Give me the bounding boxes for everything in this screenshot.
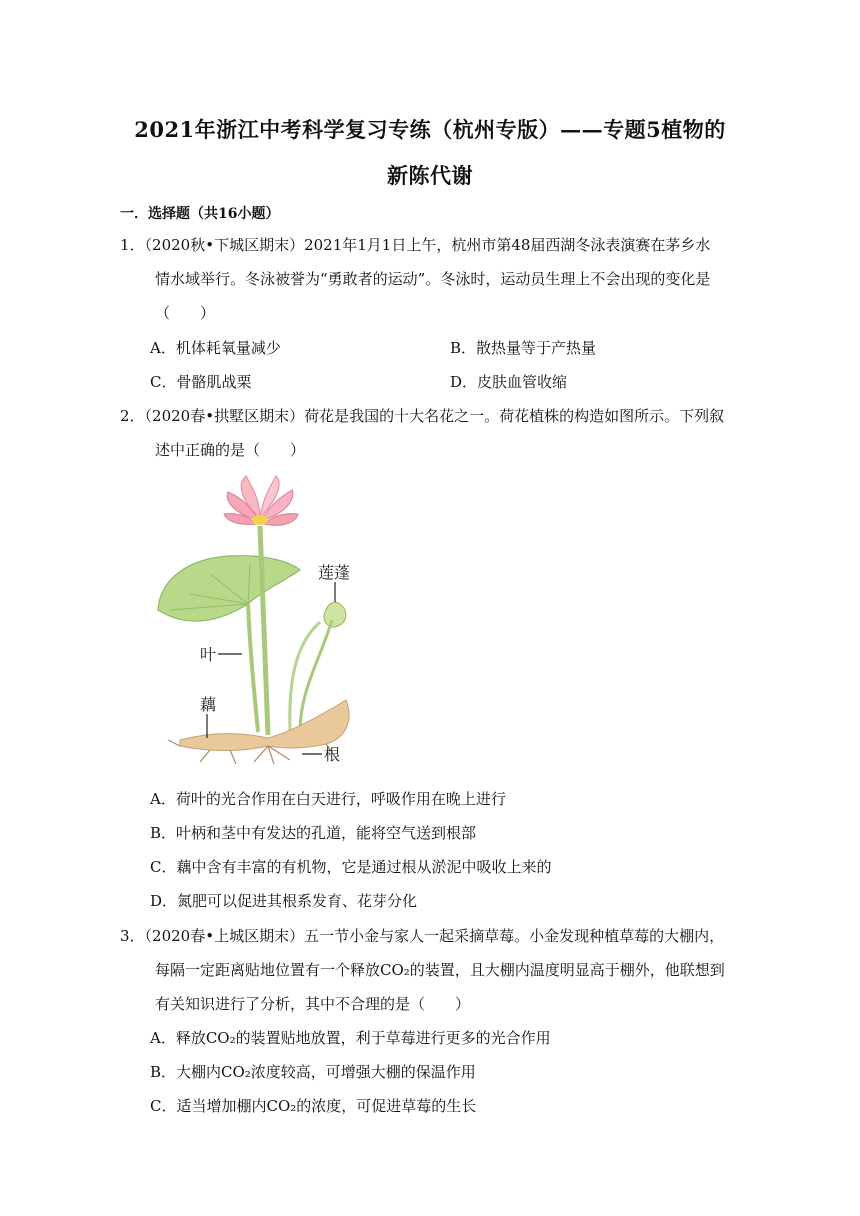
- label-gen: 根: [324, 745, 341, 764]
- q2-option-a: A．荷叶的光合作用在白天进行，呼吸作用在晚上进行: [150, 790, 506, 808]
- q1-option-a: A．机体耗氧量减少: [150, 339, 281, 357]
- label-ye: 叶: [200, 645, 217, 664]
- q1-line-3: （ ）: [155, 304, 216, 322]
- q3-option-a: A．释放CO₂的装置贴地放置，利于草莓进行更多的光合作用: [150, 1029, 551, 1047]
- label-lianpeng: 莲蓬: [318, 563, 351, 582]
- label-ou: 藕: [200, 695, 217, 714]
- lotus-flower-image: [224, 476, 298, 525]
- q3-line-2: 每隔一定距离贴地位置有一个释放CO₂的装置，且大棚内温度明显高于棚外，他联想到: [155, 961, 725, 979]
- q1-option-d: D．皮肤血管收缩: [450, 373, 568, 391]
- document-title-line-1: 2021年浙江中考科学复习专练（杭州专版）——专题5植物的: [134, 117, 726, 142]
- lotus-leaf-image: [158, 556, 300, 621]
- q3-option-b: B．大棚内CO₂浓度较高，可增强大棚的保温作用: [150, 1063, 476, 1081]
- lotus-plant-figure: [150, 470, 370, 770]
- q3-option-c: C．适当增加棚内CO₂的浓度，可促进草莓的生长: [150, 1097, 477, 1115]
- q1-option-c: C．骨骼肌战栗: [150, 373, 252, 391]
- q3-line-1: 3．（2020春•上城区期末）五一节小金与家人一起采摘草莓。小金发现种植草莓的大棚内，: [120, 927, 725, 945]
- section-heading: 一．选择题（共16小题）: [120, 206, 280, 222]
- q2-option-d: D．氮肥可以促进其根系发育、花芽分化: [150, 892, 418, 910]
- q1-line-2: 情水域举行。冬泳被誉为“勇敢者的运动”。冬泳时，运动员生理上不会出现的变化是: [155, 270, 711, 288]
- document-title-line-2: 新陈代谢: [387, 163, 473, 188]
- q2-line-1: 2．（2020春•拱墅区期末）荷花是我国的十大名花之一。荷花植株的构造如图所示。下列叙: [120, 407, 725, 425]
- q1-line-1: 1．（2020秋•下城区期末）2021年1月1日上午，杭州市第48届西湖冬泳表演赛在茅乡水: [120, 236, 711, 254]
- q2-option-c: C．藕中含有丰富的有机物，它是通过根从淤泥中吸收上来的: [150, 858, 552, 876]
- q3-line-3: 有关知识进行了分析，其中不合理的是（ ）: [155, 995, 471, 1013]
- q2-option-b: B．叶柄和茎中有发达的孔道，能将空气送到根部: [150, 824, 477, 842]
- q1-option-b: B．散热量等于产热量: [450, 339, 597, 357]
- q2-line-2: 述中正确的是（ ）: [155, 441, 306, 459]
